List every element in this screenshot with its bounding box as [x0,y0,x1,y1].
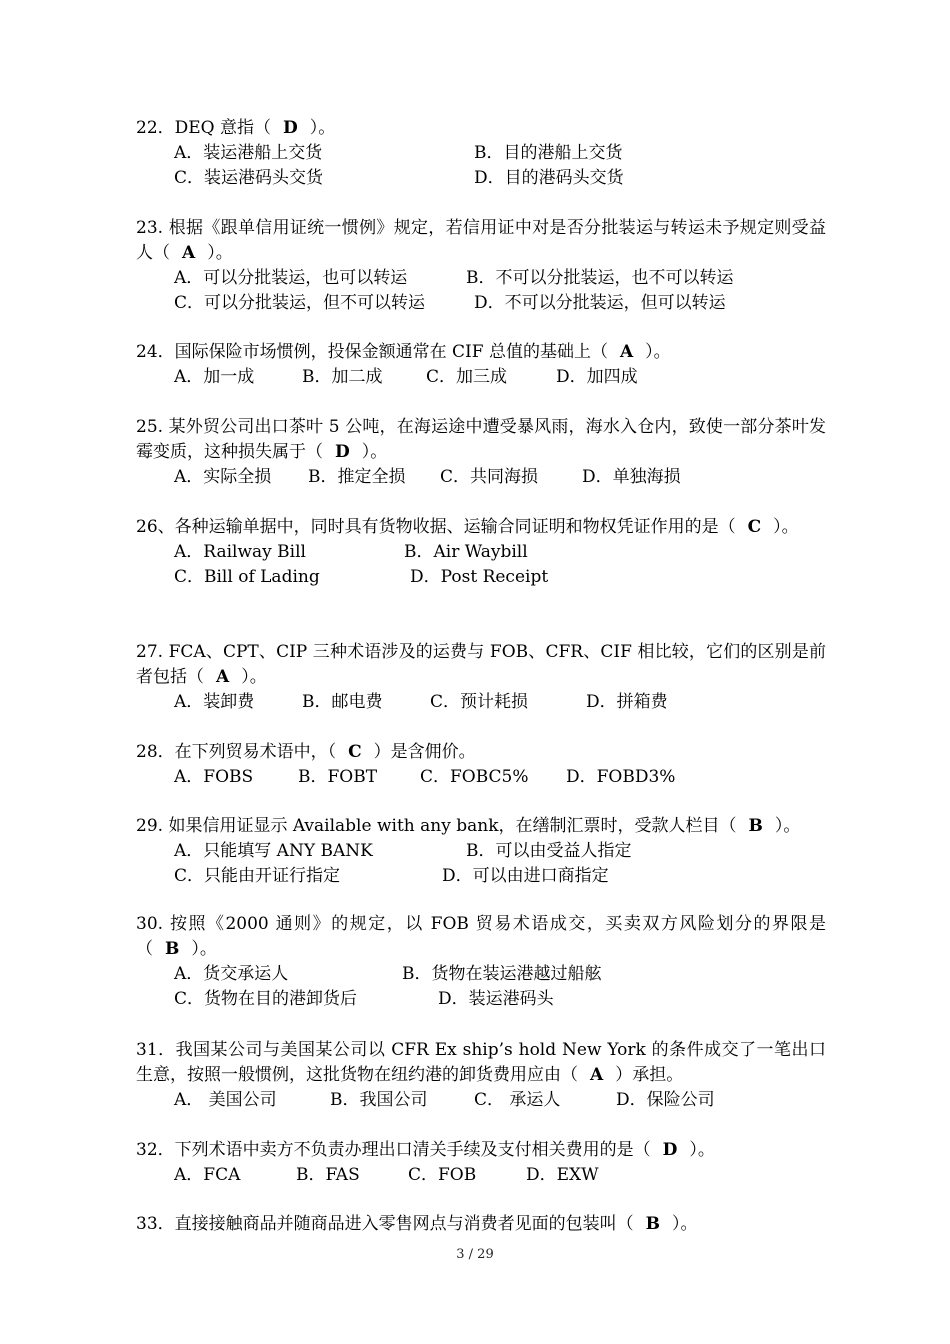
option-item: B．Air Waybill [404,542,528,562]
answer-letter: D [283,118,298,138]
stem-text-end: ）。 [689,1140,715,1160]
option-item: B．目的港船上交货 [474,143,623,163]
option-item: B．FAS [296,1165,360,1185]
answer-letter: B [165,939,180,959]
stem-text: 33．直接接触商品并随商品进入零售网点与消费者见面的包装叫（ [136,1214,634,1234]
option-item: B．不可以分批装运，也不可以转运 [466,268,734,288]
option-item: B．推定全损 [308,467,406,487]
page-number: 3 / 29 [456,1247,494,1262]
option-item: A．可以分批装运，也可以转运 [174,268,408,288]
stem-text: 31．我国某公司与美国某公司以 CFR Ex ship’s hold New York 的条件成交了一笔出口生意，按照一般惯例，这批货物在纽约港的卸货费用应由（ [136,1040,826,1085]
question-q23 [136,216,826,316]
option-item: A．货交承运人 [174,964,289,984]
stem-text-end: ）。 [672,1214,698,1234]
option-row [136,1163,826,1188]
option-item: A．装卸费 [174,692,255,712]
question-stem [136,1038,826,1088]
option-item: C． 承运人 [474,1090,561,1110]
option-row [136,987,826,1012]
stem-text-end: ）。 [645,342,671,362]
stem-text: 24．国际保险市场惯例，投保金额通常在 CIF 总值的基础上（ [136,342,608,362]
stem-text-end: ）。 [361,442,388,462]
answer-letter: A [590,1065,604,1085]
option-item: D．装运港码头 [438,989,554,1009]
option-item: A．实际全损 [174,467,272,487]
question-q22 [136,116,826,191]
option-row [136,465,826,490]
answer-letter: B [748,816,763,836]
question-stem [136,1138,826,1163]
option-row [136,839,826,864]
stem-text: 25. 某外贸公司出口茶叶 5 公吨，在海运途中遭受暴风雨，海水入仓内，致使一部分茶叶发霉变质，这种损失属于（ [136,417,826,462]
option-row [136,266,826,291]
option-item: A． 美国公司 [174,1090,277,1110]
option-item: D．加四成 [556,367,638,387]
stem-text: 22．DEQ 意指（ [136,118,272,138]
option-item: C．共同海损 [440,467,539,487]
question-q28 [136,740,826,790]
question-q32 [136,1138,826,1188]
question-stem [136,912,826,962]
option-row [136,765,826,790]
answer-letter: A [216,667,230,687]
answer-letter: C [348,742,362,762]
stem-text: 29. 如果信用证显示 Available with any bank，在缮制汇票时，受款人栏目（ [136,816,737,836]
option-item: B．FOBT [298,767,378,787]
question-stem [136,340,826,365]
option-item: C．货物在目的港卸货后 [174,989,358,1009]
question-stem [136,740,826,765]
stem-text-end: ）承担。 [615,1065,684,1085]
option-item: A．加一成 [174,367,255,387]
option-item: D．拼箱费 [586,692,668,712]
answer-letter: B [645,1214,661,1234]
option-item: A．Railway Bill [174,542,306,562]
option-item: B．我国公司 [330,1090,428,1110]
answer-letter: A [182,243,196,263]
stem-text: 23. 根据《跟单信用证统一惯例》规定，若信用证中对是否分批装运与转运未予规定则受益人（ [136,218,826,263]
option-row [136,962,826,987]
option-item: A．FOBS [174,767,254,787]
option-row [136,864,826,889]
question-stem [136,116,826,141]
option-item: A．装运港船上交货 [174,143,323,163]
question-q31 [136,1038,826,1113]
option-item: D．可以由进口商指定 [442,866,609,886]
option-item: D．目的港码头交货 [474,168,624,188]
stem-text-end: ）是含佣价。 [373,742,476,762]
stem-text: 27. FCA、CPT、CIP 三种术语涉及的运费与 FOB、CFR、CIF 相比较，它们的区别是前者包括（ [136,642,826,687]
stem-text-end: ）。 [207,243,233,263]
option-item: A．只能填写 ANY BANK [174,841,373,861]
option-item: C．可以分批装运，但不可以转运 [174,293,426,313]
stem-text-end: ）。 [241,667,267,687]
option-item: D．FOBD3% [566,767,676,787]
option-item: C．只能由开证行指定 [174,866,341,886]
question-q27 [136,640,826,715]
option-item: B．加二成 [302,367,383,387]
option-row [136,540,826,565]
stem-text-end: ）。 [774,816,801,836]
option-item: B．货物在装运港越过船舷 [402,964,602,984]
stem-text: 32．下列术语中卖方不负责办理出口清关手续及支付相关费用的是（ [136,1140,651,1160]
stem-text: 26、各种运输单据中，同时具有货物收据、运输合同证明和物权凭证作用的是（ [136,517,736,537]
option-item: B．邮电费 [302,692,383,712]
option-row [136,1088,826,1113]
answer-letter: D [335,442,350,462]
question-stem [136,515,826,540]
option-item: C．装运港码头交货 [174,168,324,188]
question-stem [136,415,826,465]
stem-text-end: ）。 [191,939,217,959]
option-row [136,690,826,715]
option-item: C．FOB [408,1165,477,1185]
stem-text-end: ）。 [773,517,799,537]
question-q33 [136,1212,826,1237]
option-row [136,166,826,191]
option-row [136,365,826,390]
option-item: C．FOBC5% [420,767,529,787]
question-q26 [136,515,826,590]
stem-text: 30. 按照《2000 通则》的规定，以 FOB 贸易术语成交，买卖双方风险划分的界限是（ [136,914,826,959]
option-item: B．可以由受益人指定 [466,841,632,861]
question-stem [136,640,826,690]
option-item: D．单独海损 [582,467,681,487]
option-item: D．EXW [526,1165,599,1185]
question-q30 [136,912,826,1012]
question-q25 [136,415,826,490]
answer-letter: C [747,517,762,537]
option-item: A．FCA [174,1165,241,1185]
question-stem [136,814,826,839]
stem-text: 28．在下列贸易术语中，（ [136,742,337,762]
question-stem [136,216,826,266]
option-row [136,565,826,590]
question-stem [136,1212,826,1237]
option-item: D．不可以分批装运，但可以转运 [474,293,726,313]
option-item: C．预计耗损 [430,692,529,712]
option-item: D．Post Receipt [410,567,549,587]
answer-letter: D [662,1140,678,1160]
option-item: C．Bill of Lading [174,567,320,587]
option-item: D．保险公司 [616,1090,715,1110]
option-row [136,291,826,316]
stem-text-end: ）。 [309,118,336,138]
option-item: C．加三成 [426,367,508,387]
question-q24 [136,340,826,390]
option-row [136,141,826,166]
answer-letter: A [619,342,634,362]
question-q29 [136,814,826,889]
